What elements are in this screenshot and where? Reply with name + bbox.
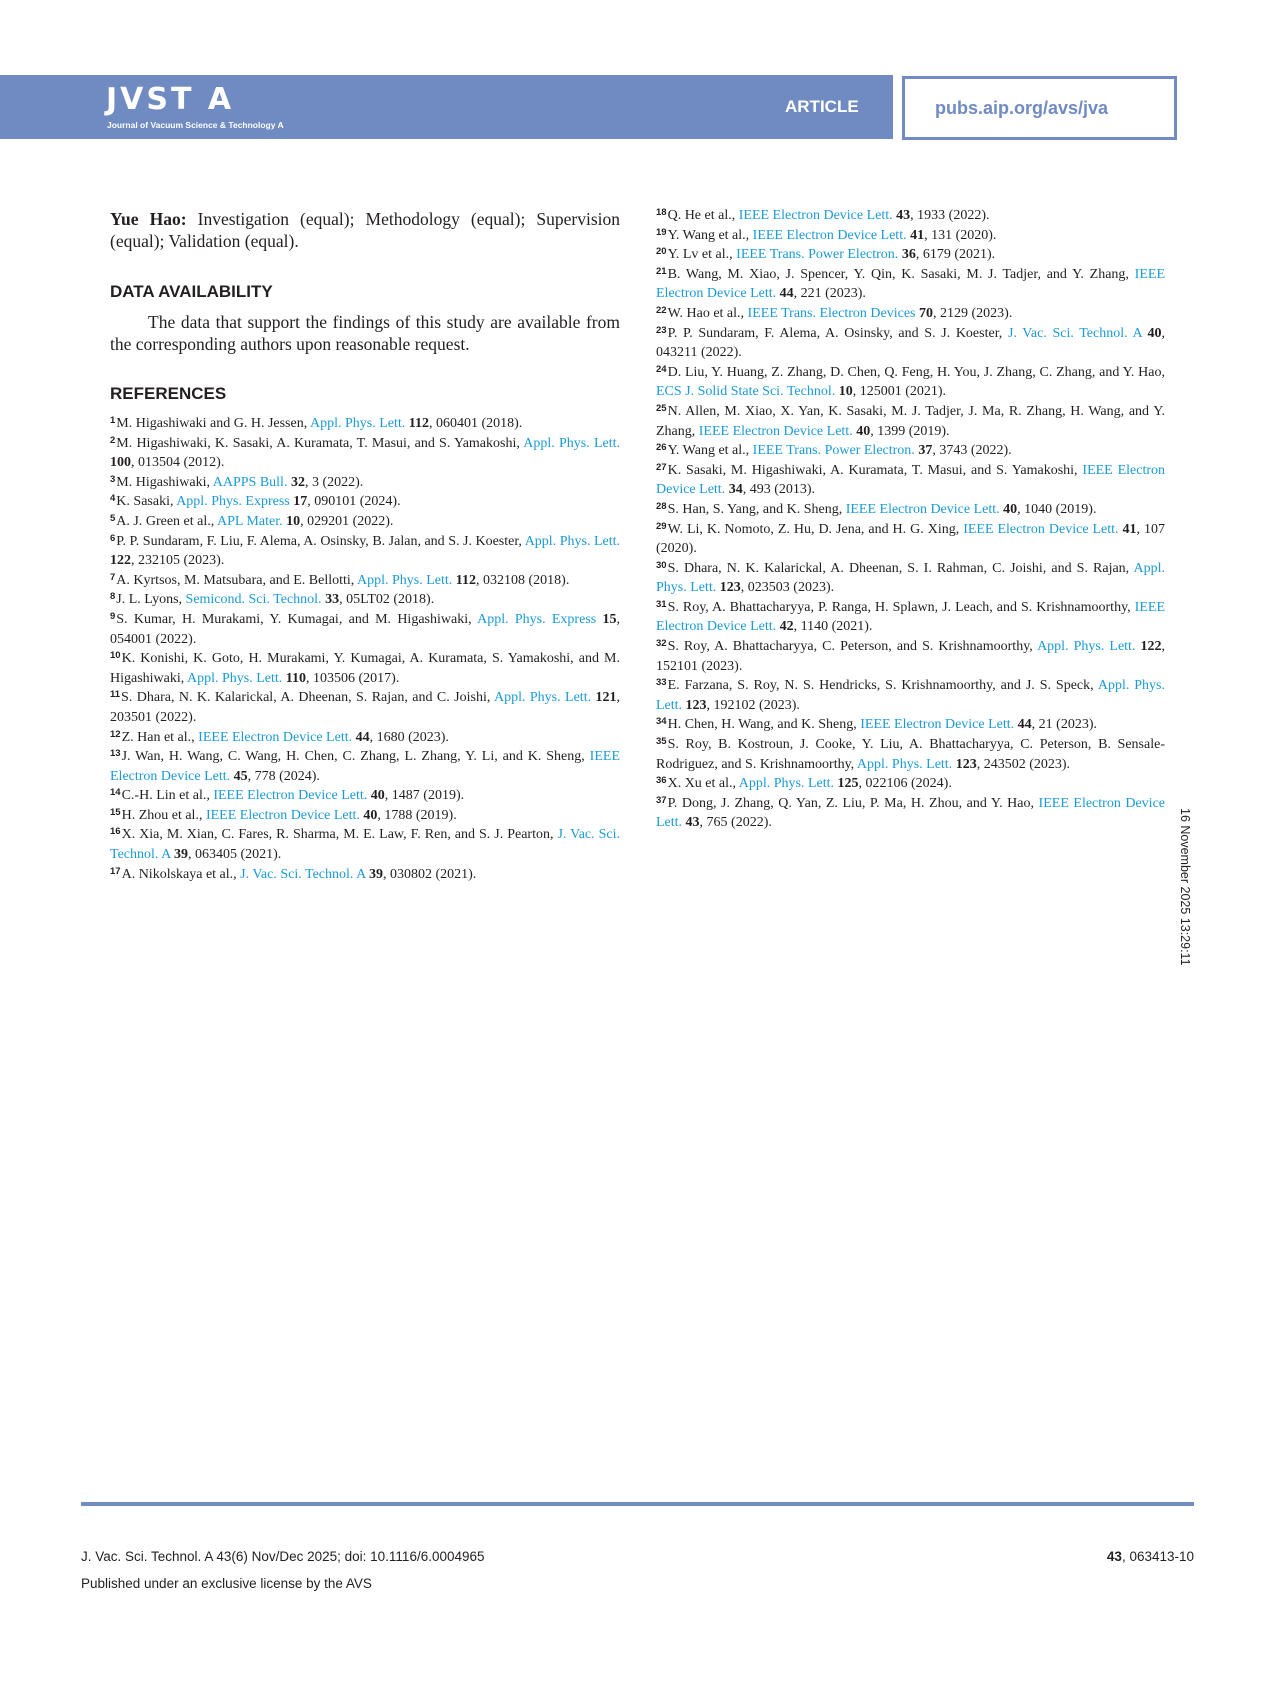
reference-journal-link[interactable]: Appl. Phys. Lett.	[656, 560, 1165, 596]
reference-volume: 41	[910, 227, 925, 243]
reference-item	[656, 324, 1165, 363]
reference-item	[110, 414, 620, 434]
reference-pages-year: , 060401 (2018).	[428, 416, 523, 431]
reference-journal-link[interactable]: AAPPS Bull.	[212, 474, 288, 490]
reference-journal-link[interactable]: IEEE Electron Device Lett.	[656, 795, 1165, 831]
reference-journal-link[interactable]: IEEE Trans. Electron Devices	[747, 305, 916, 321]
reference-pages-year: , 3743 (2022).	[932, 443, 1012, 459]
reference-number: 5	[110, 512, 116, 524]
reference-authors: E. Farzana, S. Roy, N. S. Hendricks, S. Krishnamoorthy, and J. S. Speck,	[667, 678, 1098, 694]
reference-pages-year: , 243502 (2023).	[976, 756, 1071, 772]
reference-pages-year: , 032108 (2018).	[476, 572, 570, 588]
reference-number: 1	[110, 415, 116, 426]
reference-journal-link[interactable]: Appl. Phys. Lett.	[187, 670, 283, 686]
reference-pages-year: , 232105 (2023).	[131, 553, 225, 569]
reference-pages-year: , 043211 (2022).	[656, 325, 1165, 361]
reference-journal-link[interactable]: Appl. Phys. Lett.	[738, 776, 835, 792]
reference-number: 9	[110, 610, 116, 622]
reference-volume: 112	[455, 572, 477, 588]
reference-number: 29	[656, 520, 667, 532]
reference-authors: K. Konishi, K. Goto, H. Murakami, Y. Kumagai, A. Kuramata, S. Yamakoshi, and M. Higashiwaki,	[110, 651, 620, 686]
reference-journal-link[interactable]: IEEE Electron Device Lett.	[845, 501, 1000, 517]
reference-journal-link[interactable]: IEEE Electron Device Lett.	[860, 717, 1015, 733]
reference-journal-link[interactable]: IEEE Trans. Power Electron.	[736, 247, 899, 263]
reference-number: 23	[656, 324, 667, 336]
reference-item	[656, 245, 1165, 265]
reference-volume: 123	[685, 697, 707, 713]
reference-volume: 45	[233, 768, 248, 784]
reference-pages-year: , 192102 (2023).	[706, 697, 800, 713]
reference-authors: S. Kumar, H. Murakami, Y. Kumagai, and M. Higashiwaki,	[116, 611, 478, 627]
reference-volume: 32	[290, 474, 305, 490]
reference-authors: J. Wan, H. Wang, C. Wang, H. Chen, C. Zhang, L. Zhang, Y. Li, and K. Sheng,	[121, 749, 590, 765]
reference-journal-link[interactable]: Appl. Phys. Express	[176, 494, 290, 510]
reference-volume: 123	[955, 756, 977, 772]
reference-journal-link[interactable]: IEEE Electron Device Lett.	[963, 521, 1119, 537]
references-list-right	[656, 206, 1165, 833]
reference-item	[656, 402, 1165, 441]
reference-journal-link[interactable]: J. Vac. Sci. Technol. A	[240, 866, 366, 882]
reference-authors: P. Dong, J. Zhang, Q. Yan, Z. Liu, P. Ma, H. Zhou, and Y. Hao,	[667, 795, 1039, 811]
reference-number: 11	[110, 689, 121, 701]
reference-authors: W. Li, K. Nomoto, Z. Hu, D. Jena, and H. G. Xing,	[667, 521, 964, 537]
reference-number: 3	[110, 473, 116, 485]
reference-item	[656, 265, 1165, 304]
reference-number: 22	[656, 304, 667, 316]
reference-volume: 17	[293, 494, 308, 510]
reference-volume: 112	[408, 416, 429, 431]
reference-pages-year: , 203501 (2022).	[110, 690, 621, 725]
reference-authors: A. Nikolskaya et al.,	[121, 866, 241, 882]
reference-authors: J. L. Lyons,	[116, 592, 186, 608]
reference-journal-link[interactable]: Appl. Phys. Lett.	[1037, 639, 1136, 655]
reference-item	[110, 786, 620, 806]
reference-journal-link[interactable]: IEEE Electron Device Lett.	[656, 599, 1165, 635]
reference-item	[110, 806, 620, 826]
reference-number: 7	[110, 571, 116, 583]
reference-volume: 40	[1003, 501, 1018, 517]
reference-volume: 43	[685, 815, 700, 831]
reference-volume: 110	[285, 670, 307, 686]
reference-authors: H. Zhou et al.,	[121, 807, 206, 823]
reference-journal-link[interactable]: IEEE Electron Device Lett.	[205, 807, 360, 823]
reference-item	[656, 304, 1165, 324]
reference-authors: B. Wang, M. Xiao, J. Spencer, Y. Qin, K. Sasaki, M. J. Tadjer, and Y. Zhang,	[667, 266, 1135, 282]
footer-volume: 43	[1106, 1549, 1122, 1564]
reference-volume: 36	[901, 247, 916, 263]
reference-volume: 43	[896, 208, 911, 223]
reference-item	[656, 715, 1165, 735]
reference-journal-link[interactable]: Appl. Phys. Lett.	[524, 533, 620, 549]
reference-pages-year: , 029201 (2022).	[300, 513, 394, 529]
reference-volume: 10	[838, 384, 853, 400]
reference-volume: 40	[363, 807, 378, 823]
reference-journal-link[interactable]: Appl. Phys. Lett.	[656, 678, 1166, 713]
journal-logo[interactable]: JVST A	[106, 82, 235, 117]
reference-journal-link[interactable]: IEEE Electron Device Lett.	[738, 208, 893, 223]
reference-item	[110, 473, 620, 493]
left-column	[110, 208, 620, 884]
reference-authors: M. Higashiwaki, K. Sasaki, A. Kuramata, T. Masui, and S. Yamakoshi,	[116, 435, 524, 451]
reference-item	[656, 500, 1165, 520]
reference-pages-year: , 107 (2020).	[656, 521, 1166, 557]
reference-pages-year: , 063405 (2021).	[187, 847, 282, 863]
reference-authors: X. Xu et al.,	[667, 776, 739, 792]
reference-authors: K. Sasaki,	[116, 494, 177, 510]
reference-journal-link[interactable]: ECS J. Solid State Sci. Technol.	[656, 384, 836, 400]
reference-number: 14	[110, 787, 121, 799]
reference-volume: 125	[837, 776, 859, 792]
reference-item	[656, 559, 1165, 598]
reference-item	[656, 794, 1165, 833]
reference-number: 18	[656, 207, 667, 218]
reference-journal-link[interactable]: Semicond. Sci. Technol.	[185, 592, 322, 608]
reference-number: 17	[110, 865, 121, 877]
reference-authors: C.-H. Lin et al.,	[121, 788, 214, 804]
reference-number: 34	[656, 716, 667, 728]
contribution-author: Yue Hao:	[110, 209, 187, 229]
reference-number: 32	[656, 638, 667, 650]
reference-journal-link[interactable]: Appl. Phys. Lett.	[856, 756, 953, 772]
reference-number: 33	[656, 677, 667, 689]
reference-number: 37	[656, 794, 667, 806]
reference-item	[110, 649, 620, 688]
reference-pages-year: , 090101 (2024).	[307, 494, 401, 510]
reference-pages-year: , 013504 (2012).	[131, 455, 225, 471]
reference-number: 27	[656, 461, 667, 473]
reference-authors: Q. He et al.,	[667, 208, 739, 223]
reference-volume: 40	[856, 423, 871, 439]
reference-pages-year: , 131 (2020).	[924, 227, 997, 243]
reference-item	[656, 363, 1165, 402]
reference-authors: S. Roy, A. Bhattacharyya, C. Peterson, and S. Krishnamoorthy,	[667, 639, 1038, 655]
reference-pages-year: , 054001 (2022).	[110, 611, 620, 647]
reference-item	[656, 441, 1165, 461]
reference-authors: S. Roy, B. Kostroun, J. Cooke, Y. Liu, A. Bhattacharyya, C. Peterson, B. Sensale-Rodriguez, and S. Krishnamoorthy,	[656, 737, 1165, 772]
reference-authors: X. Xia, M. Xian, C. Fares, R. Sharma, M. E. Law, F. Ren, and S. J. Pearton,	[121, 827, 558, 843]
reference-volume: 44	[779, 286, 794, 302]
reference-pages-year: , 493 (2013).	[742, 482, 816, 498]
reference-item	[656, 676, 1165, 715]
reference-journal-link[interactable]: IEEE Electron Device Lett.	[198, 729, 353, 745]
reference-pages-year: , 765 (2022).	[699, 815, 772, 831]
reference-number: 25	[656, 402, 667, 414]
reference-authors: K. Sasaki, M. Higashiwaki, A. Kuramata, T. Masui, and S. Yamakoshi,	[667, 462, 1083, 478]
reference-journal-link[interactable]: IEEE Electron Device Lett.	[656, 266, 1165, 302]
reference-journal-link[interactable]: APL Mater.	[217, 513, 283, 529]
reference-number: 8	[110, 591, 116, 603]
reference-authors: P. P. Sundaram, F. Liu, F. Alema, A. Osinsky, B. Jalan, and S. J. Koester,	[116, 533, 525, 549]
reference-number: 6	[110, 532, 116, 544]
reference-volume: 123	[719, 580, 741, 596]
reference-number: 2	[110, 434, 116, 446]
reference-authors: H. Chen, H. Wang, and K. Sheng,	[667, 717, 861, 733]
reference-number: 4	[110, 493, 116, 505]
reference-authors: W. Hao et al.,	[667, 305, 748, 321]
header-band	[0, 75, 893, 139]
reference-item	[656, 598, 1165, 637]
reference-number: 36	[656, 775, 667, 787]
reference-volume: 70	[919, 305, 934, 321]
reference-pages-year: , 2129 (2023).	[933, 305, 1013, 321]
reference-journal-link[interactable]: Appl. Phys. Lett.	[357, 572, 453, 588]
reference-item	[110, 728, 620, 748]
reference-pages-year: , 152101 (2023).	[656, 639, 1166, 674]
reference-authors: Z. Han et al.,	[121, 729, 199, 745]
reference-authors: M. Higashiwaki,	[116, 474, 213, 490]
reference-item	[110, 825, 620, 864]
reference-volume: 34	[728, 482, 743, 498]
reference-journal-link[interactable]: IEEE Electron Device Lett.	[752, 227, 907, 243]
reference-journal-link[interactable]: IEEE Trans. Power Electron.	[752, 443, 915, 459]
reference-volume: 10	[286, 513, 301, 529]
right-column	[656, 206, 1165, 833]
reference-pages-year: , 030802 (2021).	[382, 866, 477, 882]
reference-authors: Y. Wang et al.,	[667, 227, 753, 243]
journal-url-link[interactable]: pubs.aip.org/avs/jva	[935, 98, 1109, 118]
reference-pages-year: , 1788 (2019).	[377, 807, 457, 823]
reference-number: 31	[656, 598, 667, 610]
reference-number: 12	[110, 728, 121, 740]
reference-item	[110, 865, 620, 885]
reference-pages-year: , 1040 (2019).	[1017, 501, 1097, 517]
footer-article-number: , 063413-10	[1121, 1549, 1194, 1564]
reference-item	[656, 735, 1165, 774]
reference-item	[656, 461, 1165, 500]
references-heading: REFERENCES	[110, 384, 227, 403]
journal-logo-subtitle: Journal of Vacuum Science & Technology A	[107, 120, 284, 130]
reference-volume: 100	[110, 455, 131, 471]
reference-volume: 33	[325, 592, 340, 608]
reference-journal-link[interactable]: IEEE Electron Device Lett.	[213, 788, 368, 804]
journal-url-box[interactable]	[902, 76, 1177, 140]
author-contribution	[110, 208, 620, 252]
reference-volume: 39	[173, 847, 188, 863]
reference-pages-year: , 1933 (2022).	[910, 208, 990, 223]
reference-journal-link[interactable]: Appl. Phys. Lett.	[523, 435, 620, 451]
reference-volume: 41	[1122, 521, 1137, 537]
reference-volume: 40	[1147, 325, 1162, 341]
reference-pages-year: , 05LT02 (2018).	[339, 592, 435, 608]
reference-volume: 37	[918, 443, 933, 459]
reference-authors: M. Higashiwaki and G. H. Jessen,	[116, 416, 310, 431]
reference-pages-year: , 3 (2022).	[304, 474, 364, 490]
contribution-roles: Investigation (equal); Methodology (equal); Supervision (equal); Validation (equal).	[110, 209, 620, 251]
reference-pages-year: , 103506 (2017).	[306, 670, 400, 686]
reference-pages-year: , 778 (2024).	[247, 768, 320, 784]
reference-item	[110, 532, 620, 571]
reference-item	[110, 571, 620, 591]
reference-item	[656, 637, 1165, 676]
reference-pages-year: , 1399 (2019).	[870, 423, 950, 439]
reference-item	[110, 590, 620, 610]
footer-rule	[81, 1502, 1194, 1506]
reference-pages-year: , 221 (2023).	[793, 286, 866, 302]
reference-volume: 39	[368, 866, 383, 882]
timestamp-text: 16 November 2025 13:29:11	[1178, 808, 1192, 966]
reference-journal-link[interactable]: IEEE Electron Device Lett.	[110, 749, 620, 784]
reference-volume: 44	[1017, 717, 1032, 733]
reference-pages-year: , 1487 (2019).	[384, 788, 465, 804]
download-timestamp	[1178, 808, 1194, 968]
reference-authors: A. Kyrtsos, M. Matsubara, and E. Bellotti,	[116, 572, 357, 588]
reference-number: 26	[656, 442, 667, 454]
footer-page-number	[1107, 1548, 1194, 1566]
data-availability-heading: DATA AVAILABILITY	[110, 282, 273, 301]
reference-item	[656, 520, 1165, 559]
reference-volume: 15	[602, 611, 617, 627]
reference-authors: P. P. Sundaram, F. Alema, A. Osinsky, and S. J. Koester,	[667, 325, 1008, 341]
reference-number: 10	[110, 650, 121, 662]
reference-pages-year: , 21 (2023).	[1031, 717, 1097, 733]
reference-item	[110, 747, 620, 786]
reference-pages-year: , 125001 (2021).	[852, 384, 947, 400]
reference-item	[110, 492, 620, 512]
reference-item	[656, 774, 1165, 794]
journal-header	[0, 75, 1275, 139]
reference-pages-year: , 6179 (2021).	[915, 247, 996, 263]
reference-volume: 40	[370, 788, 385, 804]
footer-license: Published under an exclusive license by the AVS	[81, 1576, 372, 1591]
data-availability-text: The data that support the findings of this study are available from the corresponding authors upon reasonable request.	[110, 312, 620, 354]
reference-item	[110, 610, 620, 649]
reference-item	[110, 512, 620, 532]
reference-authors: S. Han, S. Yang, and K. Sheng,	[667, 501, 846, 517]
reference-number: 20	[656, 246, 667, 258]
reference-number: 19	[656, 226, 667, 238]
reference-number: 13	[110, 748, 121, 760]
reference-item	[110, 434, 620, 473]
reference-volume: 42	[779, 619, 794, 635]
reference-pages-year: , 023503 (2023).	[740, 580, 835, 596]
reference-journal-link[interactable]: Appl. Phys. Express	[477, 611, 597, 627]
reference-authors: Y. Wang et al.,	[667, 443, 753, 459]
reference-authors: S. Roy, A. Bhattacharyya, P. Ranga, H. Splawn, J. Leach, and S. Krishnamoorthy,	[667, 599, 1135, 615]
reference-journal-link[interactable]: Appl. Phys. Lett.	[309, 416, 406, 431]
reference-pages-year: , 022106 (2024).	[858, 776, 952, 792]
reference-authors: S. Dhara, N. K. Kalarickal, A. Dheenan, S. Rajan, and C. Joishi,	[121, 690, 494, 706]
reference-volume: 122	[1140, 639, 1162, 655]
reference-journal-link[interactable]: J. Vac. Sci. Technol. A	[110, 827, 620, 863]
reference-volume: 122	[110, 553, 131, 569]
reference-pages-year: , 1680 (2023).	[369, 729, 449, 745]
reference-journal-link[interactable]: Appl. Phys. Lett.	[493, 690, 592, 706]
reference-item	[656, 226, 1165, 246]
reference-volume: 44	[355, 729, 370, 745]
reference-number: 16	[110, 826, 121, 838]
reference-item	[110, 688, 620, 727]
reference-journal-link[interactable]: J. Vac. Sci. Technol. A	[1007, 325, 1142, 341]
reference-number: 24	[656, 363, 667, 375]
reference-authors: D. Liu, Y. Huang, Z. Zhang, D. Chen, Q. Feng, H. You, J. Zhang, C. Zhang, and Y. Hao,	[667, 364, 1165, 380]
reference-pages-year: , 1140 (2021).	[793, 619, 873, 635]
reference-journal-link[interactable]: IEEE Electron Device Lett.	[656, 462, 1165, 498]
reference-number: 30	[656, 559, 667, 571]
reference-number: 21	[656, 265, 667, 277]
reference-number: 35	[656, 736, 667, 748]
reference-number: 15	[110, 806, 121, 818]
reference-authors: A. J. Green et al.,	[116, 513, 217, 529]
article-type-label: ARTICLE	[785, 97, 859, 116]
reference-item	[656, 206, 1165, 226]
reference-volume: 121	[595, 690, 617, 706]
reference-authors: S. Dhara, N. K. Kalarickal, A. Dheenan, S. I. Rahman, C. Joishi, and S. Rajan,	[667, 560, 1134, 576]
reference-number: 28	[656, 500, 667, 512]
references-list-left	[110, 414, 620, 884]
footer-citation[interactable]: J. Vac. Sci. Technol. A 43(6) Nov/Dec 2025; doi: 10.1116/6.0004965	[81, 1549, 485, 1564]
reference-authors: N. Allen, M. Xiao, X. Yan, K. Sasaki, M. J. Tadjer, J. Ma, R. Zhang, H. Wang, and Y. Zhang,	[656, 403, 1165, 439]
reference-authors: Y. Lv et al.,	[667, 247, 737, 263]
reference-journal-link[interactable]: IEEE Electron Device Lett.	[698, 423, 853, 439]
